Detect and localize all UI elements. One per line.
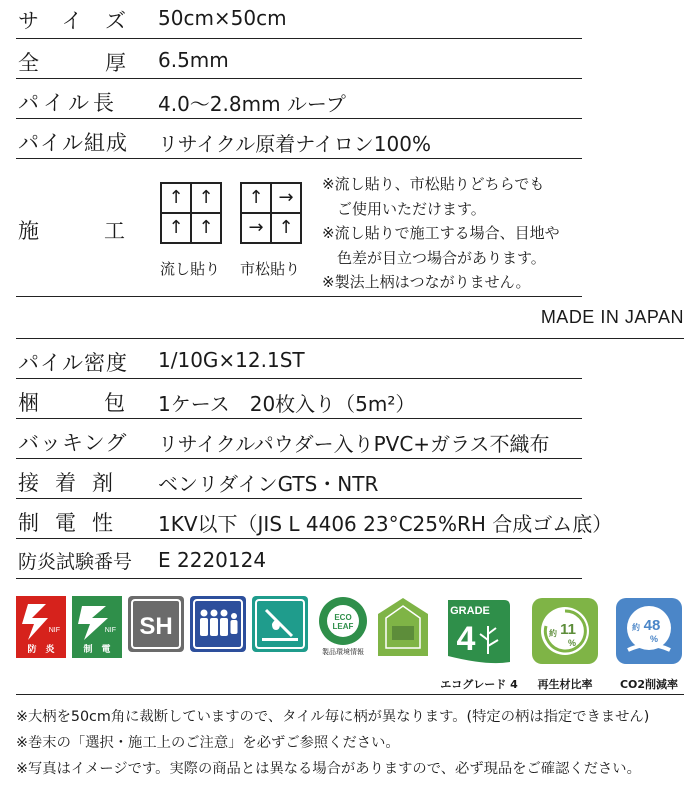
spec-row-packing	[16, 378, 582, 419]
spec-value: 4.0〜2.8mm ループ	[158, 92, 346, 116]
spec-label: 接着剤	[18, 471, 129, 495]
construction-note: ※流し貼りで施工する場合、目地や	[322, 224, 560, 242]
svg-text:NIF: NIF	[48, 627, 60, 634]
svg-text:約: 約	[549, 629, 557, 638]
svg-text:防 炎: 防 炎	[27, 645, 55, 655]
spec-label: パイル密度	[18, 351, 128, 375]
spec-label: パイル組成	[18, 131, 128, 155]
spec-label: サ イ ズ	[18, 9, 126, 33]
spec-value: リサイクルパウダー入りPVC+ガラス不織布	[158, 432, 550, 456]
svg-text:48: 48	[643, 617, 661, 634]
svg-text:%: %	[649, 634, 659, 644]
svg-text:LEAF: LEAF	[332, 622, 354, 631]
footnote: ※写真はイメージです。実際の商品とは異なる場合がありますので、必ず現品をご確認ください。	[16, 761, 641, 777]
spec-value: 1KV以下（JIS L 4406 23°C25%RH 合成ゴム底）	[158, 512, 613, 536]
footnote: ※巻末の「選択・施工上のご注意」を必ずご参照ください。	[16, 735, 400, 751]
eco-grade-label: エコグレード 4	[440, 678, 518, 691]
spec-value: ベンリダインGTS・NTR	[158, 472, 379, 496]
svg-text:%: %	[567, 638, 577, 648]
pattern-straight-label: 流し貼り	[160, 260, 221, 278]
spec-value: 50cm×50cm	[158, 6, 287, 30]
spec-value: E 2220124	[158, 548, 267, 572]
spec-value: 1/10G×12.1ST	[158, 348, 305, 372]
spec-label: 防炎試験番号	[18, 551, 133, 573]
svg-text:約: 約	[632, 623, 640, 632]
svg-text:4: 4	[456, 620, 476, 658]
construction-note: 色差が目立つ場合があります。	[322, 248, 546, 267]
pattern-checker-icon: ↑ → → ↑	[240, 182, 302, 244]
pattern-checker-label: 市松貼り	[240, 260, 301, 278]
spec-label: 制電性	[18, 511, 129, 535]
svg-text:SH: SH	[139, 613, 173, 640]
spec-value: 1ケース 20枚入り（5m²）	[158, 392, 416, 416]
spec-row-thickness	[16, 38, 582, 79]
spec-row-backing	[16, 418, 582, 459]
spec-label: パイル長	[18, 91, 118, 115]
spec-row-pile-length	[16, 78, 582, 119]
spec-label: 梱 包	[18, 391, 126, 415]
spec-value: 6.5mm	[158, 48, 229, 72]
construction-note: ※製法上柄はつながりません。	[322, 273, 531, 291]
spec-row-fire-test	[16, 538, 582, 579]
made-in-row	[16, 298, 684, 339]
spec-row-size	[16, 0, 582, 39]
spec-row-antistatic	[16, 498, 613, 539]
pattern-straight-icon: ↑ ↑ ↑ ↑	[160, 182, 222, 244]
spec-label: バッキング	[18, 431, 128, 455]
svg-text:GRADE: GRADE	[450, 605, 490, 617]
spec-label: 全 厚	[18, 51, 126, 75]
svg-text:11: 11	[560, 621, 576, 638]
spec-value: リサイクル原着ナイロン100%	[158, 132, 431, 156]
co2-reduction-label: CO2削減率	[619, 678, 679, 691]
svg-text:製品環境情報: 製品環境情報	[322, 648, 364, 656]
recycled-content-label: 再生材比率	[537, 678, 593, 691]
construction-note: ご使用いただけます。	[322, 199, 486, 218]
spec-row-pile-density	[16, 338, 582, 379]
svg-text:ECO: ECO	[334, 613, 352, 622]
svg-text:制 電: 制 電	[83, 645, 111, 655]
svg-text:NIF: NIF	[104, 627, 116, 634]
icons-divider	[16, 600, 684, 695]
spec-row-pile-composition	[16, 118, 582, 159]
made-in-label: MADE IN JAPAN	[540, 307, 684, 327]
spec-label: 施 工	[18, 219, 126, 243]
footnote: ※大柄を50cm角に裁断していますので、タイル毎に柄が異なります。(特定の柄は指定できません)	[16, 709, 650, 725]
spec-row-adhesive	[16, 458, 582, 499]
construction-note: ※流し貼り、市松貼りどちらでも	[322, 175, 545, 193]
